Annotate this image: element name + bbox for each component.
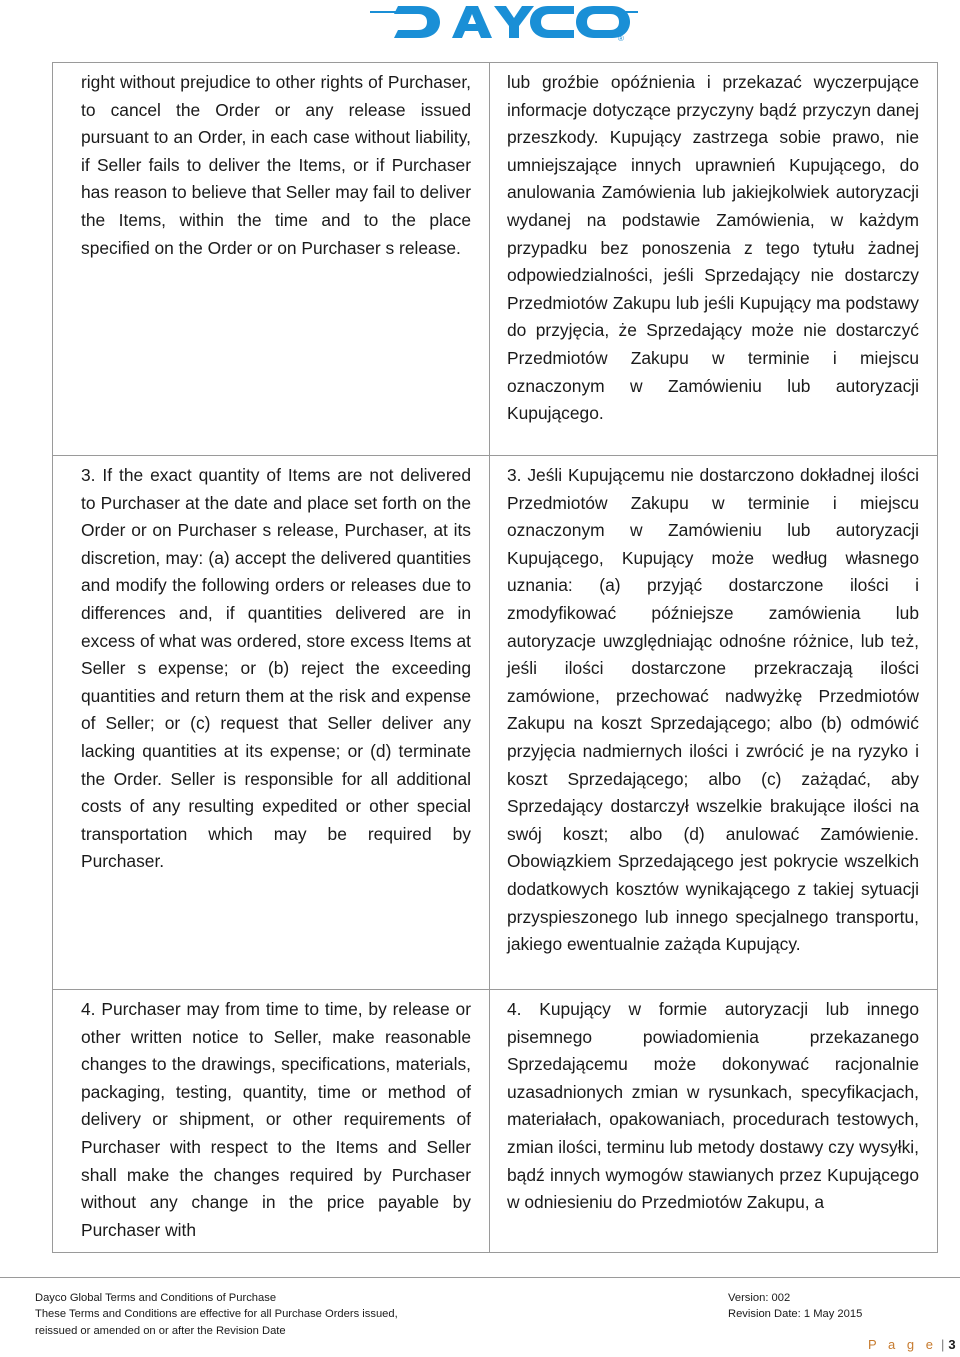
footer-document-info <box>35 1290 398 1339</box>
footer-title: Dayco Global Terms and Conditions of Purchase <box>35 1292 277 1304</box>
footer-divider <box>0 1277 960 1278</box>
polish-cell: 3. Jeśli Kupującemu nie dostarczono dokładnej ilości Przedmiotów Zakupu w terminie i miejscu oznaczonym w Zamówieniu lub autoryzacji Kupującego, Kupujący może według własnego uznania: (a) przyjąć dostarczone ilości i zmodyfikować późniejsze zamówienia lub autoryzacje uwzględniając odnośne różnice, lub też, jeśli ilości dostarczone przekraczają ilości zamówione, przechować nadwyżkę Przedmiotów Zakupu na koszt Sprzedającego; albo (b) odmówić przyjęcia nadmiernych ilości i zwrócić je na ryzyko i koszt Sprzedającego; albo (c) zażądać, aby Sprzedający dostarczył wszelkie brakujące ilości na swój koszt; albo (d) anulować Zamówienie. Obowiązkiem Sprzedającego jest pokrycie wszelkich dodatkowych kosztów wynikającego z takiej sytuacji przyspieszonego lub innego specjalnego transportu, jakiego ewentualnie zażąda Kupujący. <box>490 456 938 990</box>
english-cell: 3. If the exact quantity of Items are not delivered to Purchaser at the date and place set forth on the Order or on Purchaser s release, Purchaser, at its discretion, may: (a) accept the delivered quantities and modify the following orders or releases due to differences and, if quantities delivered are in excess of what was ordered, store excess Items at Seller s expense; or (b) reject the exceeding quantities and return them at the risk and expense of Seller; or (c) request that Seller deliver any lacking quantities at its expense; or (d) terminate the Order. Seller is responsible for all additional costs of any resulting expedited or other special transportation which may be required by Purchaser. <box>53 456 490 990</box>
polish-cell: 4. Kupujący w formie autoryzacji lub innego pisemnego powiadomienia przekazanego Sprzedającemu może dokonywać racjonalnie uzasadnionych zmian w rysunkach, specyfikacjach, materiałach, opakowaniach, procedurach testowych, zmian ilości, terminu lub metody dostawy czy wysyłki, bądź innych wymogów stawianych przez Kupującego w odniesieniu do Przedmiotów Zakupu, a <box>490 990 938 1253</box>
page-label: P a g e <box>868 1337 937 1352</box>
footer-effective-note-cont: reissued or amended on or after the Revision Date <box>35 1324 286 1337</box>
page-separator: | <box>940 1337 945 1352</box>
table-row <box>53 63 938 456</box>
polish-cell: lub groźbie opóźnienia i przekazać wyczerpujące informacje dotyczące przyczyny bądź przyczyn danej przeszkody. Kupujący zastrzega sobie prawo, nie umniejszające innych uprawnień Kupującego, do anulowania Zamówienia lub jakiejkolwiek autoryzacji wydanej na podstawie Zamówienia, w każdym przypadku bez ponoszenia z tego tytułu żadnej odpowiedzialności, jeśli Sprzedający nie dostarczy Przedmiotów Zakupu lub jeśli Kupujący ma podstawy do przyjęcia, że Sprzedający może nie dostarczyć Przedmiotów Zakupu w terminie i miejscu oznaczonym w Zamówieniu lub autoryzacji Kupującego. <box>490 63 938 456</box>
dayco-logo <box>368 0 640 42</box>
table-row <box>53 990 938 1253</box>
footer-effective-note: These Terms and Conditions are effective for all Purchase Orders issued, <box>35 1308 398 1321</box>
dayco-logo-graphic <box>368 0 640 42</box>
english-cell: 4. Purchaser may from time to time, by release or other written notice to Seller, make reasonable changes to the drawings, specifications, materials, packaging, testing, quantity, time or method of delivery or shipment, or other requirements of Purchaser with respect to the Items and Seller shall make the changes required by Purchaser without any change in the price payable by Purchaser with <box>53 990 490 1253</box>
page-number: 3 <box>948 1337 956 1352</box>
table-row <box>53 456 938 990</box>
footer-revision-date: Revision Date: 1 May 2015 <box>728 1308 863 1321</box>
footer-version: Version: 002 <box>728 1292 791 1304</box>
terms-table <box>52 62 938 1253</box>
footer-version-info <box>728 1290 862 1323</box>
english-cell: right without prejudice to other rights of Purchaser, to cancel the Order or any release issued pursuant to an Order, in each case without liability, if Seller fails to deliver the Items, or if Purchaser has reason to believe that Seller may fail to deliver the Items, within the time and to the place specified on the Order or on Purchaser s release. <box>53 63 490 456</box>
page-number-block <box>868 1337 956 1353</box>
registered-mark: ® <box>618 34 624 42</box>
